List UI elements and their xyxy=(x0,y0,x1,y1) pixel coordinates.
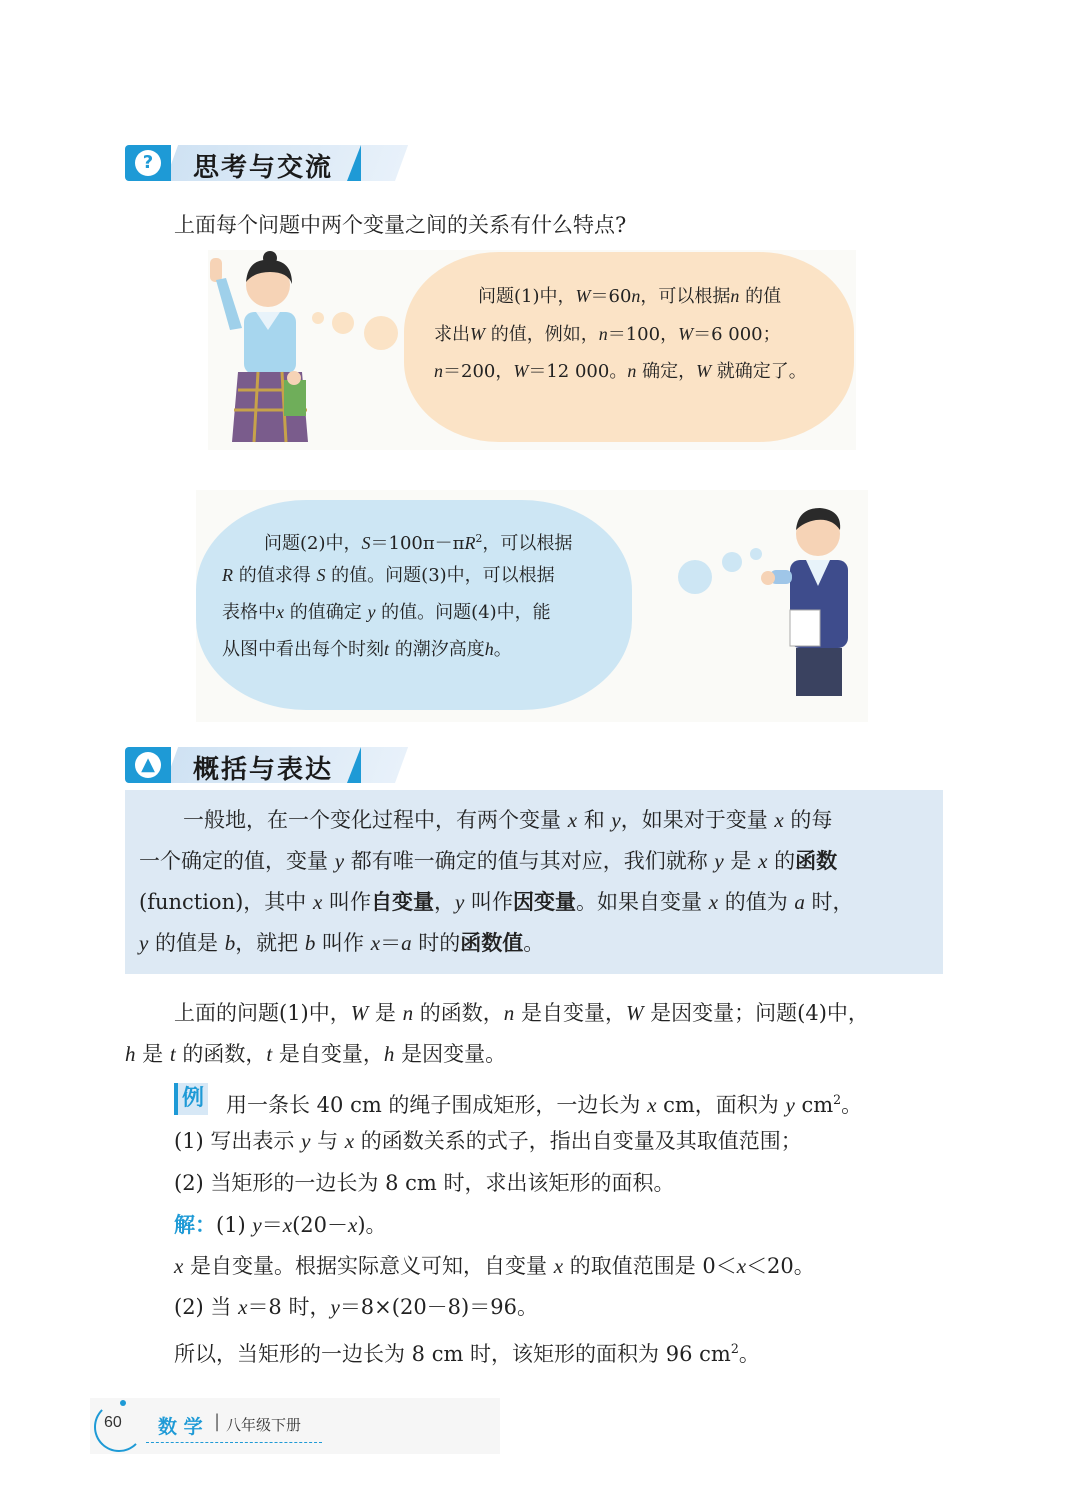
bubble1-line2: 求出W 的值，例如，n＝100，W＝6 000； xyxy=(434,324,781,345)
definition-line: (function)，其中 x 叫作自变量，y 叫作因变量。如果自变量 x 的值为 a 时， xyxy=(139,890,854,914)
solution-label: 解： xyxy=(174,1213,216,1237)
definition-box xyxy=(125,790,943,974)
question-text: 上面每个问题中两个变量之间的关系有什么特点? xyxy=(174,213,627,237)
question-icon: ? xyxy=(135,150,161,176)
term-independent: 自变量 xyxy=(370,890,434,914)
definition-text xyxy=(139,800,935,964)
section-title: 概括与表达 xyxy=(193,755,334,785)
solution-line-2: x 是自变量。根据实际意义可知，自变量 x 的取值范围是 0＜x＜20。 xyxy=(174,1254,815,1278)
section-header-summary xyxy=(125,747,365,789)
example-stem: 用一条长 40 cm 的绳子围成矩形，一边长为 x cm，面积为 y $cm^2$。 xyxy=(226,1092,863,1117)
footer-dot xyxy=(120,1400,126,1406)
footer-grade: 八年级下册 xyxy=(226,1416,302,1434)
footer-dotted-line xyxy=(146,1442,322,1443)
summary-line: h 是 t 的函数，t 是自变量，h 是因变量。 xyxy=(125,1042,507,1066)
solution-line-3: (2) 当 x＝8 时，y＝8×(20－8)＝96。 xyxy=(174,1295,538,1319)
example-tag: 例 xyxy=(174,1083,208,1115)
definition-line: 一般地，在一个变化过程中，有两个变量 x 和 y，如果对于变量 x 的每 xyxy=(183,808,833,832)
section-header-triangle xyxy=(347,747,361,783)
summary-line: 上面的问题(1)中，W 是 n 的函数，n 是自变量，W 是因变量；问题(4)中， xyxy=(174,1001,869,1025)
bubble1-line3: n＝200，W＝12 000。n 确定，W 就确定了。 xyxy=(434,361,807,382)
thought-dot xyxy=(312,312,324,324)
footer xyxy=(90,1398,500,1454)
section-title: 思考与交流 xyxy=(193,153,334,183)
example-question-1: (1) 写出表示 y 与 x 的函数关系的式子，指出自变量及其取值范围； xyxy=(174,1129,802,1153)
bubble2-line3: 表格中x 的值确定 y 的值。问题(4)中，能 xyxy=(222,602,551,623)
section-icon-bg xyxy=(125,747,171,783)
thought-dot xyxy=(364,316,398,350)
footer-subject: 数 学 xyxy=(158,1416,203,1438)
solution-line-4: 所以，当矩形的一边长为 8 cm 时，该矩形的面积为 96 $cm^2$。 xyxy=(174,1341,760,1366)
definition-line: 一个确定的值，变量 y 都有唯一确定的值与其对应，我们就称 y 是 x 的函数 xyxy=(139,849,838,873)
bubble1-line1: 问题(1)中，W＝60n，可以根据n 的值 xyxy=(478,286,782,307)
boy-illustration xyxy=(756,500,868,700)
solution-line-1: 解：(1) y＝x(20－x)。 xyxy=(174,1213,387,1237)
section-icon-bg xyxy=(125,145,171,181)
section-header-triangle xyxy=(347,145,361,181)
section-header-think xyxy=(125,145,365,187)
term-function: 函数 xyxy=(795,849,838,873)
term-function-value: 函数值 xyxy=(460,931,524,955)
girl-illustration xyxy=(208,250,318,445)
thought-dot xyxy=(678,560,712,594)
thought-dot xyxy=(722,552,742,572)
footer-separator: | xyxy=(214,1411,221,1432)
bubble2-line2: R 的值求得 S 的值。问题(3)中，可以根据 xyxy=(222,565,555,586)
bubble2-line1: 问题(2)中，$S=100\pi-\pi R^2$，可以根据 xyxy=(264,532,573,554)
page-number: 60 xyxy=(104,1414,122,1431)
thought-dot xyxy=(332,312,354,334)
definition-line: y 的值是 b，就把 b 叫作 x＝a 时的函数值。 xyxy=(139,931,545,955)
example-question-2: (2) 当矩形的一边长为 8 cm 时，求出该矩形的面积。 xyxy=(174,1171,675,1195)
term-dependent: 因变量 xyxy=(513,890,576,914)
flame-icon: ▲ xyxy=(135,752,161,778)
bubble2-line4: 从图中看出每个时刻t 的潮汐高度h。 xyxy=(222,639,512,660)
